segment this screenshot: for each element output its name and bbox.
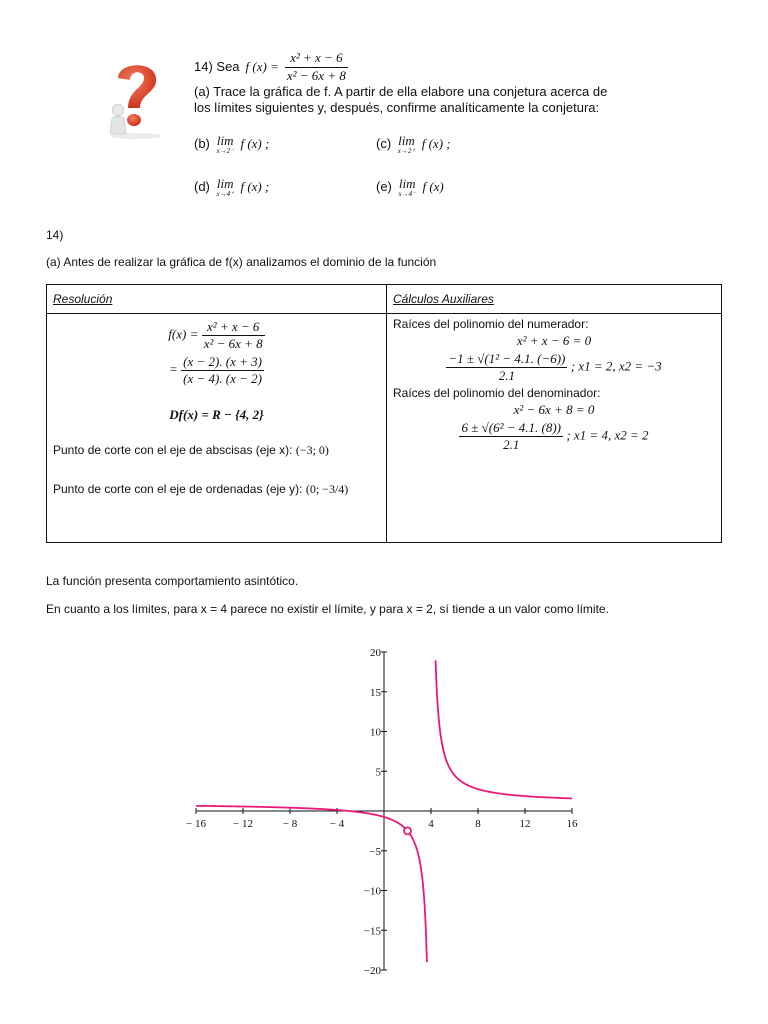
x-tick-label: − 12	[233, 818, 253, 830]
limit-b-label: (b)	[194, 135, 210, 151]
function-denominator: x² − 6x + 8	[286, 67, 346, 83]
curve-right-branch	[436, 660, 572, 798]
y-tick-label: 10	[370, 726, 381, 739]
limit-b	[194, 134, 269, 155]
limit-e	[376, 177, 444, 198]
limit-c-operator: lim x→2⁺	[397, 133, 416, 155]
part-a-line2: los límites siguientes y, después, confirme analíticamente la conjetura:	[194, 100, 600, 116]
numerator-roots-title: Raíces del polinomio del numerador:	[393, 317, 589, 331]
question-mark-figure	[104, 56, 168, 140]
curve-left-branch	[196, 806, 427, 962]
x-tick-label: 16	[566, 818, 578, 830]
limit-c	[376, 134, 451, 155]
x-tick-label: 8	[475, 818, 481, 830]
problem-number: 14) Sea	[194, 58, 240, 74]
cut-x: Punto de corte con el eje de abscisas (eje x): (−3; 0)	[53, 443, 329, 457]
function-lhs: f (x) =	[245, 58, 279, 74]
domain: Df(x) = R − {4, 2}	[169, 407, 264, 422]
header-calculos: Cálculos Auxiliares	[387, 285, 722, 314]
solution-number: 14)	[46, 228, 64, 242]
limit-d-operator: lim x→4⁺	[216, 176, 234, 198]
auxiliary-cell	[387, 314, 722, 543]
cut-y: Punto de corte con el eje de ordenadas (eje y): (0; −3/4)	[53, 482, 349, 496]
y-tick-label: −5	[369, 845, 381, 858]
function-definition: f(x) = $\frac{\text{x² + x − 6}}{\text{x² − 6x + 8}}$	[168, 319, 263, 351]
function-graph	[170, 640, 590, 980]
y-tick-label: −10	[363, 885, 381, 898]
limit-e-label: (e)	[376, 178, 392, 194]
x-tick-label: − 16	[186, 818, 206, 830]
question-mark-icon	[104, 56, 168, 140]
limit-e-operator: lim x→4⁻	[398, 176, 416, 198]
limit-d	[194, 177, 269, 198]
problem-statement	[194, 50, 714, 117]
limit-c-expr: f (x) ;	[421, 135, 451, 151]
denominator-roots: $\frac{\text{6 ± √(6² − 4.1. (8))}}{2.1}$ ; x1 = 4, x2 = 2	[461, 420, 649, 452]
y-tick-label: −20	[363, 965, 381, 977]
x-tick-label: − 4	[329, 818, 345, 830]
x-tick-label: 12	[519, 818, 531, 830]
denominator-roots-title: Raíces del polinomio del denominador:	[393, 386, 601, 400]
limit-d-label: (d)	[194, 178, 210, 194]
numerator-roots: $\frac{\text{−1 ± √(1² − 4.1. (−6))}}{2.1}$ ; x1 = 2, x2 = −3	[448, 351, 662, 383]
limit-c-label: (c)	[376, 135, 392, 151]
y-tick-label: 15	[370, 686, 381, 699]
asymptotic-text: La función presenta comportamiento asintótico.	[46, 574, 299, 588]
solution-intro: (a) Antes de realizar la gráfica de f(x) analizamos el dominio de la función	[46, 255, 437, 269]
numerator-equation: x² + x − 6 = 0	[516, 333, 592, 348]
limit-b-operator: lim x→2⁻	[216, 133, 234, 155]
x-tick-label: − 8	[282, 818, 298, 830]
x-tick-label: 4	[428, 818, 434, 830]
function-factored: = $\frac{(x - 2). (x + 3)}{(x - 4). (x - 2)}$	[168, 354, 263, 386]
removable-discontinuity-point	[404, 827, 411, 834]
y-tick-label: 5	[375, 766, 381, 779]
header-resolucion: Resolución	[47, 285, 387, 314]
denominator-equation: x² − 6x + 8 = 0	[513, 402, 595, 417]
resolution-cell	[47, 314, 387, 543]
limit-e-expr: f (x)	[422, 178, 444, 194]
part-a-line1: (a) Trace la gráfica de f. A partir de ella elabore una conjetura acerca de	[194, 84, 608, 99]
limit-d-expr: f (x) ;	[240, 178, 270, 194]
limit-b-expr: f (x) ;	[240, 135, 270, 151]
function-fraction	[285, 50, 348, 84]
resolution-table	[46, 284, 722, 543]
limits-text: En cuanto a los límites, para x = 4 parece no existir el límite, y para x = 2, sí tiende a un valor como límite.	[46, 602, 609, 616]
y-tick-label: −15	[363, 925, 381, 938]
function-numerator: x² + x − 6	[285, 50, 348, 67]
y-tick-label: 20	[370, 647, 381, 659]
